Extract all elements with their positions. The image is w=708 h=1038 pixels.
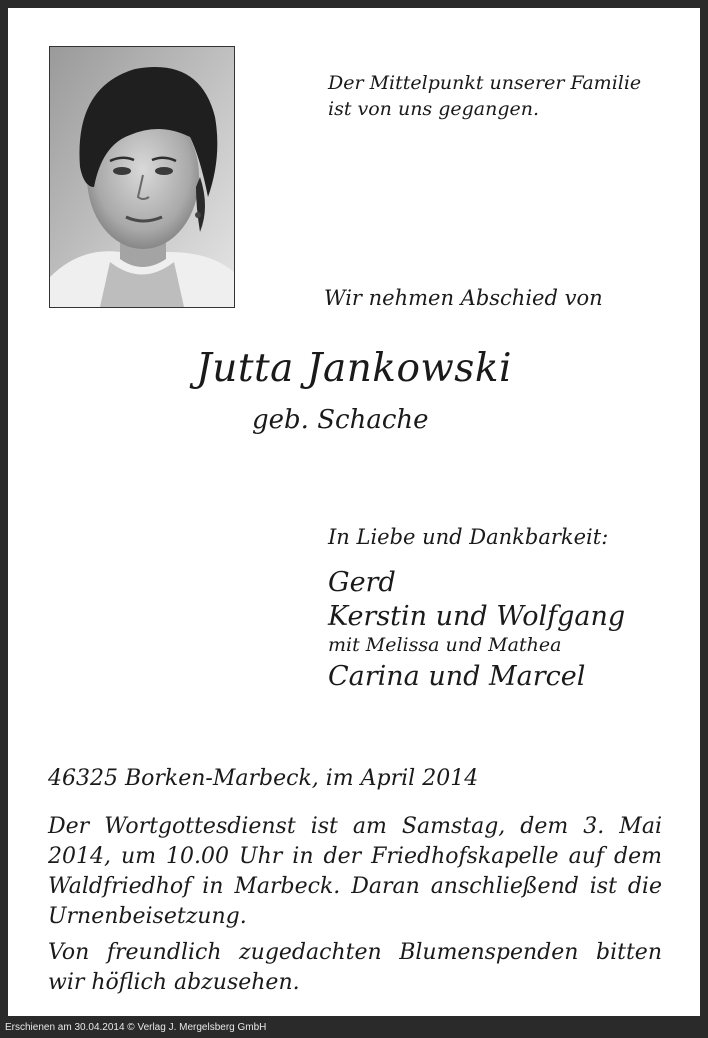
place-and-date: 46325 Borken-Marbeck, im April 2014 — [48, 766, 479, 791]
flowers-paragraph: Von freundlich zugedachten Blumenspenden bitten wir höflich abzusehen. — [48, 940, 662, 995]
thanks-heading: In Liebe und Dankbarkeit: — [328, 525, 609, 549]
motto-line-1: Der Mittelpunkt unserer Familie — [328, 72, 642, 94]
deceased-name: Jutta Jankowski — [196, 346, 512, 391]
family-member-2: Kerstin und Wolfgang — [328, 601, 626, 632]
service-paragraph: Der Wortgottesdienst ist am Samstag, dem 3. Mai 2014, um 10.00 Uhr in der Friedhofskapelle auf dem Waldfriedhof in Marbeck. Daran anschließend ist die Urnenbeisetzung. — [48, 814, 662, 929]
family-member-1: Gerd — [328, 567, 396, 598]
portrait-image — [50, 47, 234, 307]
service-details — [48, 812, 662, 1004]
obituary-notice — [8, 8, 700, 1016]
family-member-2-children: mit Melissa und Mathea — [328, 634, 562, 656]
family-member-3: Carina und Marcel — [328, 661, 586, 692]
motto-text — [328, 70, 688, 122]
family-list — [328, 566, 700, 694]
publication-footer: Erschienen am 30.04.2014 © Verlag J. Mergelsberg GmbH — [5, 1022, 267, 1033]
motto-line-2: ist von uns gegangen. — [328, 98, 540, 120]
farewell-heading: Wir nehmen Abschied von — [324, 286, 603, 310]
portrait-photo — [49, 46, 235, 308]
birth-name: geb. Schache — [252, 405, 429, 435]
